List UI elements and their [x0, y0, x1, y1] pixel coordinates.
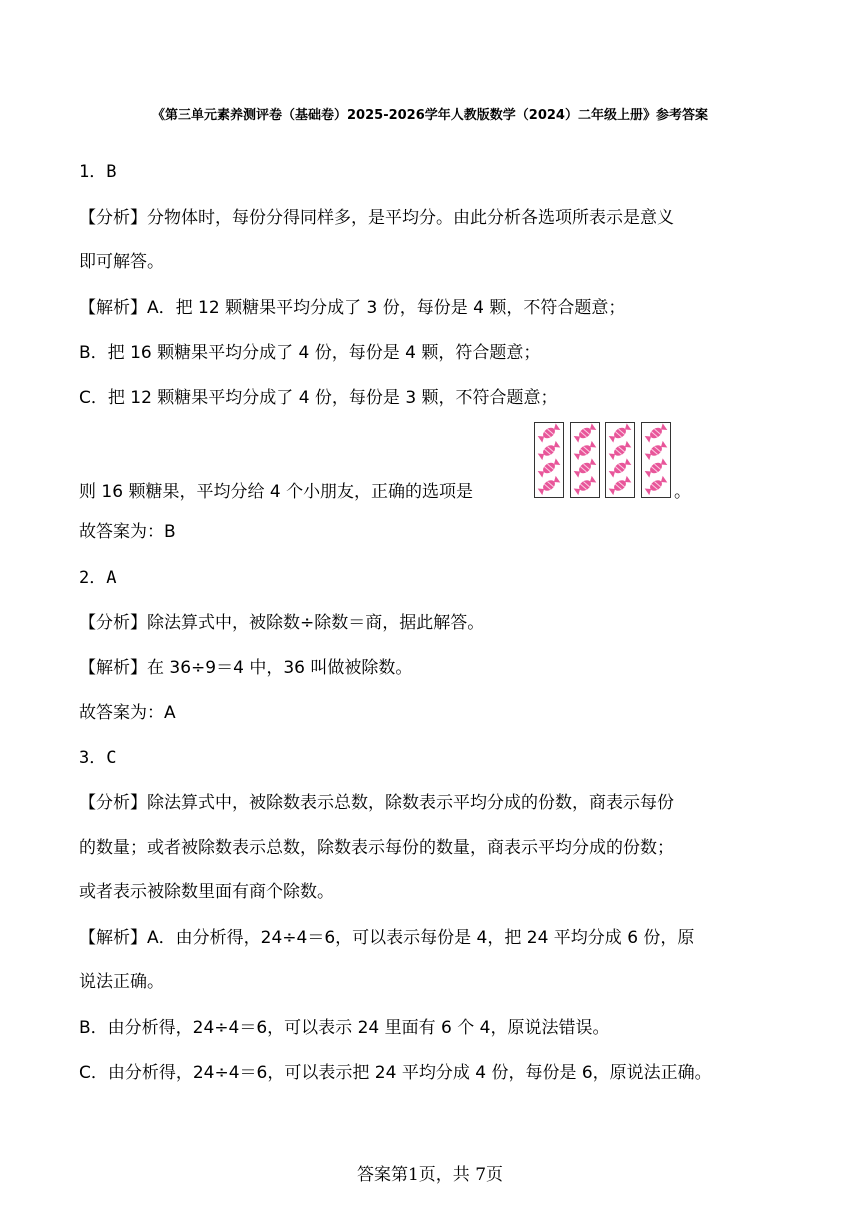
q1-solution-b: B．把 16 颗糖果平均分成了 4 份，每份是 4 颗，符合题意；	[79, 343, 541, 363]
q1-conclusion-end: 。	[674, 482, 691, 502]
candy-icon	[608, 441, 631, 461]
candy-icon	[537, 423, 560, 443]
q3-number: 3．C	[79, 748, 117, 768]
q3-solution-a: 【解析】A．由分析得，24÷4＝6，可以表示每份是 4，把 24 平均分成 6 份，原	[79, 928, 695, 948]
candy-icons	[642, 423, 670, 497]
candy-group-box	[534, 422, 564, 498]
q3-solution-b: B．由分析得，24÷4＝6，可以表示 24 里面有 6 个 4，原说法错误。	[79, 1018, 610, 1038]
candy-icon	[644, 476, 667, 496]
candy-icon	[644, 441, 667, 461]
candy-icon	[537, 441, 560, 461]
candy-icon	[644, 458, 667, 478]
candy-icon	[573, 423, 596, 443]
q3-analysis-cont2: 或者表示被除数里面有商个除数。	[79, 882, 334, 902]
q1-analysis-cont: 即可解答。	[79, 252, 164, 272]
candy-group-box	[605, 422, 635, 498]
q2-solution: 【解析】在 36÷9＝4 中，36 叫做被除数。	[79, 658, 413, 678]
candy-icon	[573, 476, 596, 496]
page-footer: 答案第1页，共 7页	[356, 1165, 504, 1185]
q1-solution-a: 【解析】A．把 12 颗糖果平均分成了 3 份，每份是 4 颗，不符合题意；	[79, 298, 626, 318]
candy-icons	[571, 423, 599, 497]
candy-group-box	[570, 422, 600, 498]
q1-solution-c: C．把 12 颗糖果平均分成了 4 份，每份是 3 颗，不符合题意；	[79, 388, 558, 408]
candy-icon	[644, 423, 667, 443]
candy-icon	[537, 458, 560, 478]
candy-icon	[537, 476, 560, 496]
q3-solution-c: C．由分析得，24÷4＝6，可以表示把 24 平均分成 4 份，每份是 6，原说法正确。	[79, 1063, 712, 1083]
q3-solution-a-cont: 说法正确。	[79, 972, 164, 992]
q2-answer: 故答案为：A	[79, 703, 176, 723]
candy-icon	[573, 458, 596, 478]
candy-icons	[535, 423, 563, 497]
q1-analysis: 【分析】分物体时，每份分得同样多，是平均分。由此分析各选项所表示是意义	[79, 208, 674, 228]
candy-icons	[606, 423, 634, 497]
q1-number: 1．B	[79, 162, 117, 182]
q2-analysis: 【分析】除法算式中，被除数÷除数＝商，据此解答。	[79, 613, 485, 633]
q3-analysis: 【分析】除法算式中，被除数表示总数，除数表示平均分成的份数，商表示每份	[79, 793, 674, 813]
candy-icon	[573, 441, 596, 461]
q1-conclusion: 则 16 颗糖果，平均分给 4 个小朋友，正确的选项是	[79, 482, 474, 502]
candy-icon	[608, 476, 631, 496]
q2-number: 2．A	[79, 568, 117, 588]
q3-analysis-cont: 的数量；或者被除数表示总数，除数表示每份的数量，商表示平均分成的份数；	[79, 838, 674, 858]
candy-icon	[608, 458, 631, 478]
candy-group-box	[641, 422, 671, 498]
candy-icon	[608, 423, 631, 443]
page-title: 《第三单元素养测评卷（基础卷）2025-2026学年人教版数学（2024）二年级上册》参考答案	[152, 108, 708, 123]
q1-answer: 故答案为：B	[79, 522, 176, 542]
